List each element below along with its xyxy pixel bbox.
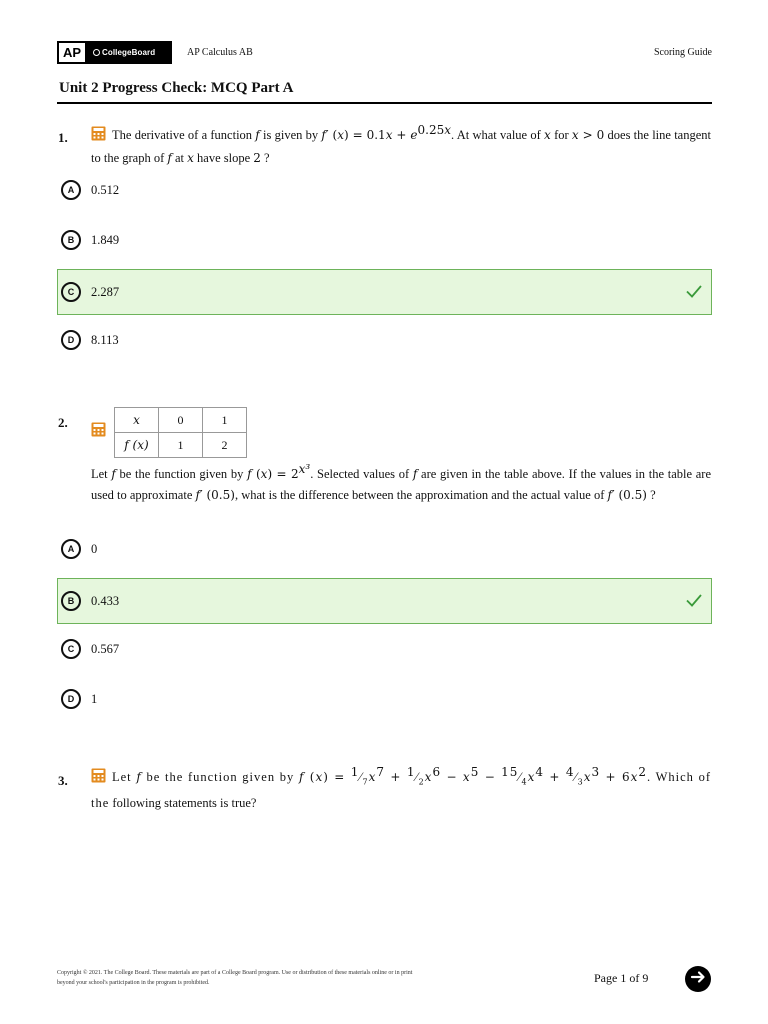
page-title: Unit 2 Progress Check: MCQ Part A [59, 80, 294, 96]
table-cell: f (x) [115, 433, 159, 458]
option-text: 2.287 [91, 284, 120, 299]
check-icon [685, 591, 703, 614]
table-cell: 2 [203, 433, 247, 458]
title-divider [57, 102, 712, 104]
guide-label: Scoring Guide [653, 47, 712, 58]
next-page-button[interactable] [685, 966, 711, 992]
option-text: 0.567 [91, 641, 120, 656]
option-text: 1 [91, 691, 98, 706]
option-letter: B [61, 591, 81, 611]
option-text: 0 [91, 541, 98, 556]
course-name: AP Calculus AB [187, 47, 253, 58]
ap-college-board-logo [57, 41, 172, 64]
question-number: 1. [58, 130, 68, 145]
copyright-notice: Copyright © 2021. The College Board. These materials are part of a College Board program. Use or distribution of these materials online or in print beyond your school's participation in the program is prohibited. [57, 970, 413, 986]
page-indicator: Page 1 of 9 [594, 971, 649, 985]
option-text: 1.849 [91, 232, 120, 247]
ap-logo-mark: AP [57, 41, 87, 64]
table-cell: 0 [159, 408, 203, 433]
calculator-icon [91, 126, 106, 148]
table-cell: 1 [159, 433, 203, 458]
answer-option-b-correct[interactable] [57, 578, 712, 624]
acorn-icon [93, 49, 100, 56]
option-letter: C [61, 282, 81, 302]
option-letter: A [61, 180, 81, 200]
table-cell: 1 [203, 408, 247, 433]
values-table [114, 407, 247, 458]
answer-option-a[interactable] [57, 167, 712, 213]
option-letter: D [61, 689, 81, 709]
question-2-text: Let f be the function given by f $(x) = 2^{x^3}$. Selected values of f are given in the table above. If the values in the table are used to approximate f′ (0.5), what is the difference between the approximation and the actual value of f′ (0.5) ? [91, 462, 711, 503]
college-board-wordmark: CollegeBoard [102, 48, 156, 57]
answer-option-d[interactable] [57, 676, 712, 722]
question-number: 3. [58, 773, 68, 788]
page-header [57, 41, 712, 65]
question-number: 2. [58, 415, 68, 430]
next-arrow-icon [690, 969, 706, 990]
answer-option-c-correct[interactable] [57, 269, 712, 315]
option-letter: B [61, 230, 81, 250]
option-text: 0.433 [91, 593, 120, 608]
check-icon [685, 282, 703, 305]
table-cell: x [115, 408, 159, 433]
option-text: 0.512 [91, 182, 120, 197]
option-text: 8.113 [91, 332, 119, 347]
calculator-icon [91, 768, 106, 790]
answer-option-b[interactable] [57, 217, 712, 263]
answer-option-a[interactable] [57, 526, 712, 572]
question-1-text: The derivative of a function f is given by f′ $(x) = 0.1x + e^{0.25x}$. At what value of x for x > 0 does the line tangent to the graph of f at x have slope 2 ? [91, 123, 712, 166]
option-letter: D [61, 330, 81, 350]
option-letter: C [61, 639, 81, 659]
calculator-icon [91, 422, 106, 442]
option-letter: A [61, 539, 81, 559]
answer-option-d[interactable] [57, 317, 712, 363]
answer-option-c[interactable] [57, 626, 712, 672]
question-3-text: Let f be the function given by f $(x) = ^1⁄_7x^7$ + $^1⁄_2x^6 - x^5$ − $^{15}⁄_4x^4$ + $^4⁄_3x^3 + 6x^2$. Which of the following statements is true? [91, 765, 712, 810]
